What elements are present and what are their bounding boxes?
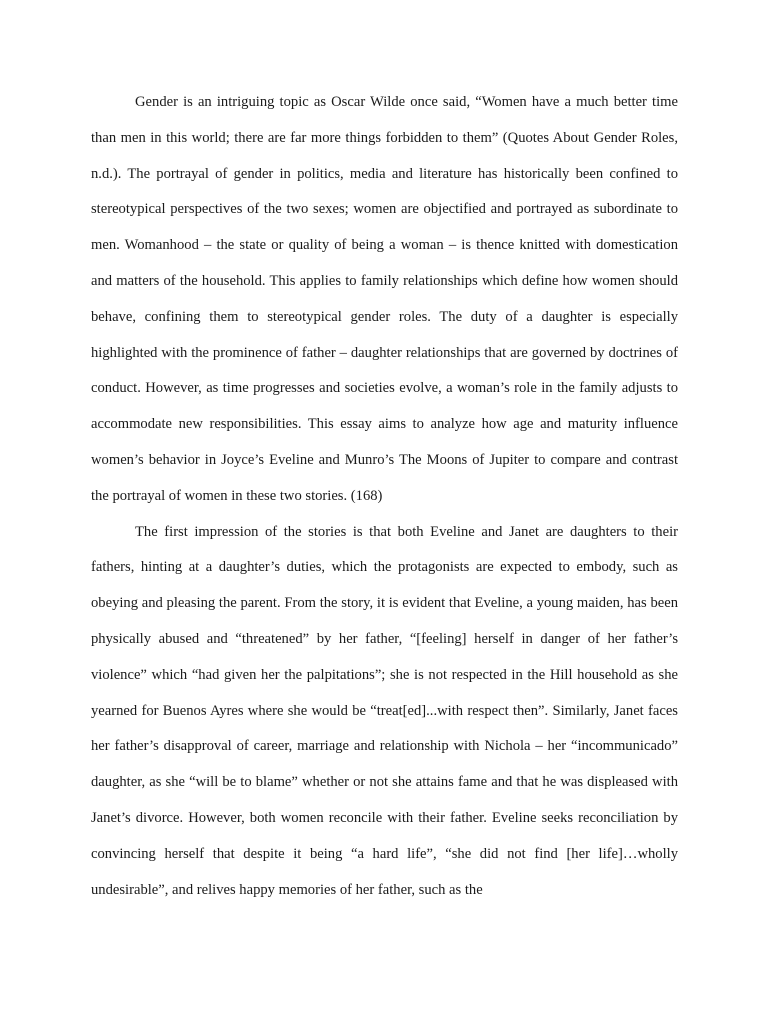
paragraph-introduction: Gender is an intriguing topic as Oscar Wilde once said, “Women have a much better time than men in this world; there are far more things forbidden to them” (Quotes About Gender Roles, n.d.). The portrayal of gender in politics, media and literature has historically been confined to stereotypical perspectives of the two sexes; women are objectified and portrayed as subordinate to men. Womanhood – the state or quality of being a woman – is thence knitted with domestication and matters of the household. This applies to family relationships which define how women should behave, confining them to stereotypical gender roles. The duty of a daughter is especially highlighted with the prominence of father – daughter relationships that are governed by doctrines of conduct. However, as time progresses and societies evolve, a woman’s role in the family adjusts to accommodate new responsibilities. This essay aims to analyze how age and maturity influence women’s behavior in Joyce’s Eveline and Munro’s The Moons of Jupiter to compare and contrast the portrayal of women in these two stories. (168) <box>91 94 678 504</box>
paragraph-body: The first impression of the stories is that both Eveline and Janet are daughters to their fathers, hinting at a daughter’s duties, which the protagonists are expected to embody, such as obeying and pleasing the parent. From the story, it is evident that Eveline, a young maiden, has been physically abused and “threatened” by her father, “[feeling] herself in danger of her father’s violence” which “had given her the palpitations”; she is not respected in the Hill household as she yearned for Buenos Ayres where she would be “treat[ed]...with respect then”. Similarly, Janet faces her father’s disapproval of career, marriage and relationship with Nichola – her “incommunicado” daughter, as she “will be to blame” whether or not she attains fame and that he was displeased with Janet’s divorce. However, both women reconcile with their father. Eveline seeks reconciliation by convincing herself that despite it being “a hard life”, “she did not find [her life]…wholly undesirable”, and relives happy memories of her father, such as the <box>91 523 678 898</box>
body-text <box>91 85 678 908</box>
